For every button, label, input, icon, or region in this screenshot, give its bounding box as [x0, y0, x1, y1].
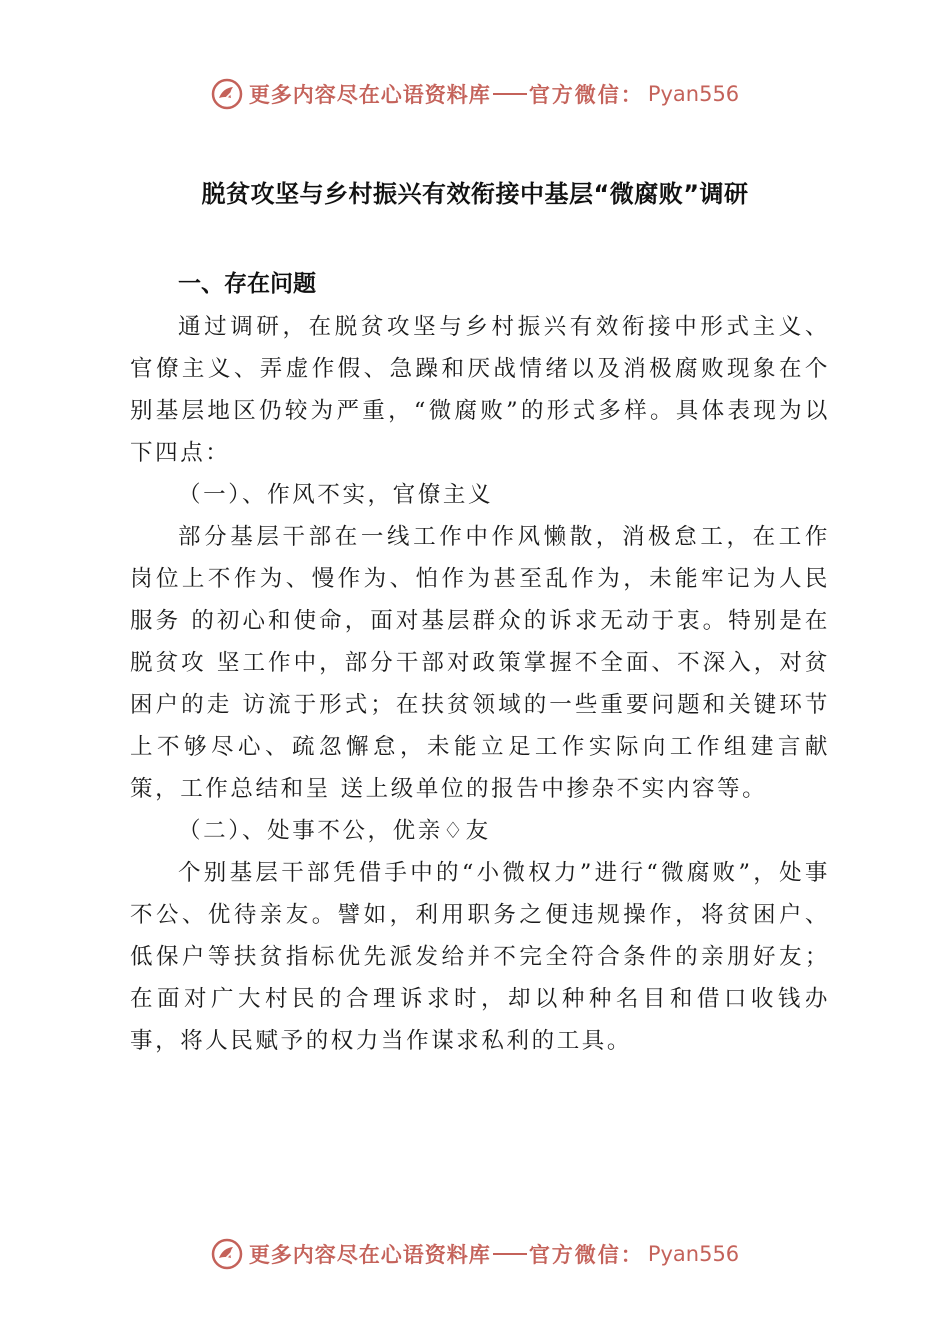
document-title: 脱贫攻坚与乡村振兴有效衔接中基层“微腐败”调研 [201, 180, 749, 208]
scroll-seal-logo-icon [211, 1238, 243, 1270]
watermark-slogan: 更多内容尽在心语资料库 [248, 1242, 491, 1267]
watermark-banner-bottom [0, 1232, 950, 1276]
document-body [130, 262, 830, 1062]
point-2-paragraph: 个别基层干部凭借手中的“小微权力”进行“微腐败”，处事不公、优待亲友。譬如，利用职务之便违规操作，将贫困户、低保户等扶贫指标优先派发给并不完全符合条件的亲朋好友；在面对广大村民的合理诉求时，却以种种名目和借口收钱办事，将人民赋予的权力当作谋求私利的工具。 [130, 860, 830, 1054]
watermark-wechat-label: 官方微信： [528, 82, 644, 107]
watermark-wechat-id: Pyan556 [647, 82, 740, 106]
watermark-wechat-id: Pyan556 [647, 1242, 740, 1266]
watermark-banner-top [0, 72, 950, 116]
section-heading: 一、存在问题 [178, 271, 316, 297]
point-1-heading: （一）、作风不实，官僚主义 [178, 482, 494, 508]
section-intro-paragraph: 通过调研，在脱贫攻坚与乡村振兴有效衔接中形式主义、官僚主义、弄虚作假、急躁和厌战情绪以及消极腐败现象在个别基层地区仍较为严重，“微腐败”的形式多样。具体表现为以下四点： [130, 314, 830, 466]
scroll-seal-logo-icon [211, 78, 243, 110]
watermark-dash [493, 93, 527, 95]
watermark-slogan: 更多内容尽在心语资料库 [248, 82, 491, 107]
watermark-dash [493, 1253, 527, 1255]
watermark-wechat-label: 官方微信： [528, 1242, 644, 1267]
point-2-heading: （二）、处事不公，优亲♢友 [178, 818, 491, 844]
point-1-paragraph: 部分基层干部在一线工作中作风懒散，消极怠工，在工作岗位上不作为、慢作为、怕作为甚至乱作为，未能牢记为人民服务 的初心和使命，面对基层群众的诉求无动于衷。特别是在脱贫攻 坚工作中，部分干部对政策掌握不全面、不深入，对贫困户的走 访流于形式；在扶贫领域的一些重要问题和关键环节上不够尽心、疏忽懈怠，未能立足工作实际向工作组建言献策，工作总结和呈 送上级单位的报告中掺杂不实内容等。 [130, 524, 830, 802]
